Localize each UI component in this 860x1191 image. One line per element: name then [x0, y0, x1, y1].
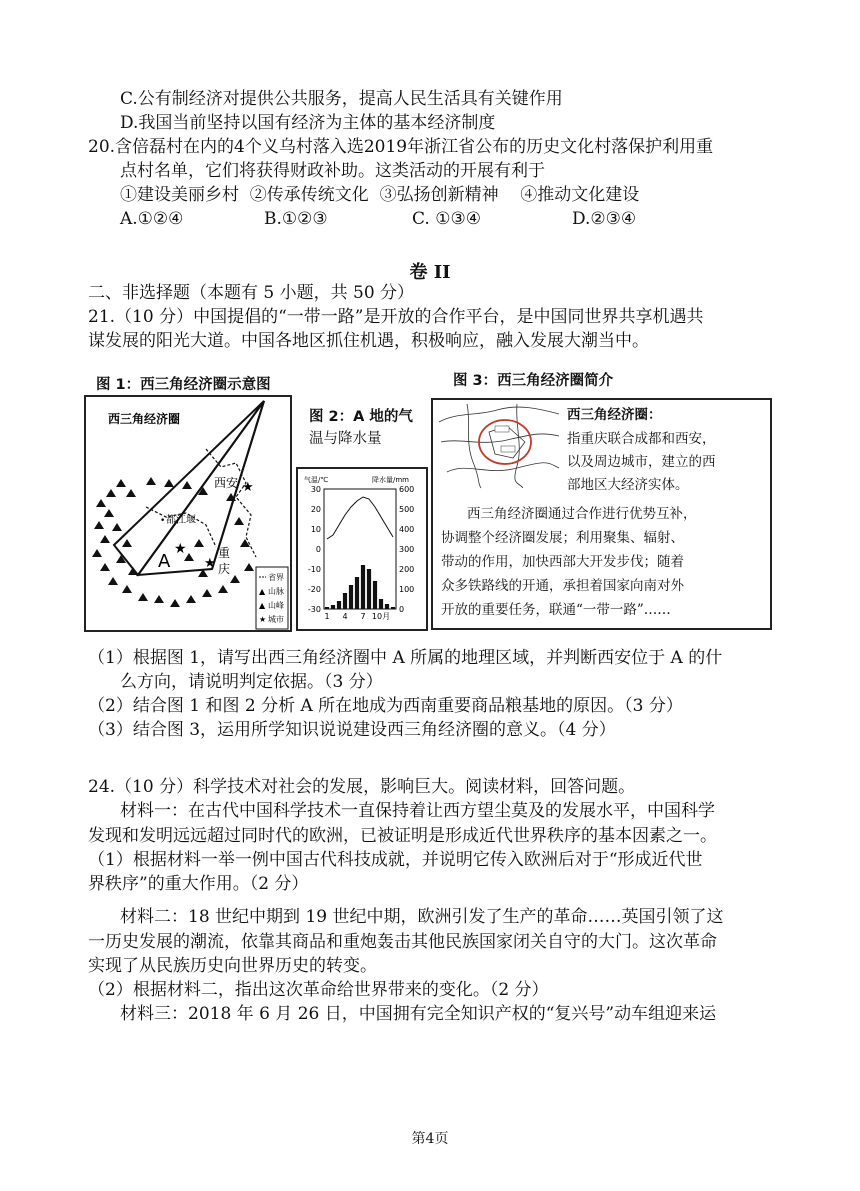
right-tick-label: 200 — [399, 565, 415, 574]
right-tick-label: 100 — [399, 585, 415, 594]
q19-option-d: D.我国当前坚持以国有经济为主体的基本经济制度 — [120, 113, 496, 133]
fig2-caption-line1: 图 2：A 地的气 — [309, 409, 413, 425]
fig1-caption: 图 1：西三角经济圈示意图 — [96, 377, 271, 393]
precipitation-bar — [385, 604, 389, 609]
dujiangyan-dot-icon: • — [160, 516, 166, 526]
q24-material1-line2: 发现和发明远远超过同时代的欧洲，已被证明是形成近代世界秩序的基本因素之一。 — [88, 826, 717, 846]
right-tick-label: 600 — [399, 485, 415, 494]
q21-sub1-line2: 么方向，请说明判定依据。（3 分） — [120, 672, 383, 692]
legend-peak-icon: ▲ — [259, 601, 266, 610]
fig3-line-2: 以及周边城市，建立的西 — [567, 454, 716, 470]
left-tick-label: -30 — [307, 605, 321, 614]
precipitation-bar — [379, 599, 383, 609]
legend-boundary: 省界 — [268, 573, 284, 582]
mini-map-label-box-2 — [501, 446, 515, 452]
q21-stem-line1: 21.（10 分）中国提倡的“一带一路”是开放的合作平台，是中国同世界共享机遇共 — [88, 307, 704, 327]
q21-sub2: （2）结合图 1 和图 2 分析 A 所在地成为西南重要商品粮基地的原因。（3 分） — [88, 696, 683, 716]
precipitation-bar — [349, 585, 353, 609]
right-tick-labels — [399, 485, 414, 614]
legend-mountain: 山脉 — [268, 587, 284, 596]
q24-material2-line3: 实现了从民族历史向世界历史的转变。 — [88, 956, 377, 976]
q21-sub1-line1: （1）根据图 1，请写出西三角经济圈中 A 所属的地理区域，并判断西安位于 A 的什 — [88, 648, 723, 668]
volume-title: 卷 II — [409, 262, 451, 283]
section-header: 二、非选择题（本题有 5 小题，共 50 分） — [88, 283, 415, 303]
ylabel-temperature: 气温/℃ — [304, 476, 329, 484]
fig1-map-svg — [86, 397, 290, 630]
left-tick-label: 10 — [310, 525, 321, 534]
precipitation-bar — [391, 607, 395, 609]
precipitation-bar — [367, 569, 371, 609]
plot-frame — [324, 489, 396, 609]
right-tick-label: 500 — [399, 505, 415, 514]
x-tick-label: 4 — [342, 612, 348, 621]
left-tick-label: -20 — [307, 585, 321, 594]
fig3-para2-line-2: 协调整个经济圈发展；利用聚集、辐射、 — [441, 530, 684, 546]
label-chongqing-2: 庆 — [218, 562, 231, 576]
right-tick-label: 0 — [399, 605, 405, 614]
fig3-heading: 西三角经济圈： — [567, 407, 662, 423]
fig2-caption — [309, 406, 413, 450]
label-dujiangyan: 都江堰 — [166, 515, 196, 526]
x-tick-labels — [324, 612, 390, 621]
q21-stem-line2: 谋发展的阳光大道。中国各地区抓住机遇，积极响应，融入发展大潮当中。 — [88, 331, 649, 351]
fig1-title: 西三角经济圈 — [108, 412, 181, 426]
temperature-curve — [327, 497, 393, 539]
x-tick-label: 10月 — [371, 612, 391, 621]
q24-material3-line1: 材料三：2018 年 6 月 26 日，中国拥有完全知识产权的“复兴号”动车组迎来运 — [120, 1004, 717, 1024]
precipitation-bar — [361, 565, 365, 609]
left-tick-labels — [308, 485, 321, 614]
left-tick-label: 30 — [310, 485, 321, 494]
chongqing-star-icon: ★ — [204, 556, 216, 571]
x-tick-label: 7 — [360, 612, 366, 621]
precipitation-bar — [355, 577, 359, 609]
a-star-icon: ★ — [174, 541, 187, 557]
q20-stem-line2: 点村名单，它们将获得财政补助。这类活动的开展有利于 — [120, 161, 545, 181]
fig3-para2-line-5: 开放的重要任务，联通“一带一路”…… — [441, 602, 671, 618]
legend-city: 城市 — [268, 615, 284, 624]
precipitation-bar — [331, 605, 335, 609]
q20-option-b: B.①②③ — [264, 209, 328, 229]
q20-option-c: C. ①③④ — [412, 209, 481, 229]
precipitation-bar — [337, 601, 341, 609]
left-tick-label: 20 — [310, 505, 321, 514]
q19-option-c: C.公有制经济对提供公共服务，提高人民生活具有关键作用 — [120, 89, 563, 109]
label-a: A — [158, 551, 171, 572]
q24-sub1-line2: 界秩序”的重大作用。（2 分） — [88, 874, 309, 894]
precipitation-bar — [373, 581, 377, 609]
precipitation-bars — [325, 565, 395, 609]
fig3-line-1: 指重庆联合成都和西安， — [567, 431, 716, 447]
climate-chart-svg — [298, 469, 426, 629]
page-number: 第4页 — [411, 1131, 449, 1147]
fig3-para2-line-4: 众多铁路线的开通，承担着国家向南对外 — [441, 578, 684, 594]
legend-city-icon: ★ — [259, 615, 267, 624]
fig3-para2-line-3: 带动的作用，加快西部大开发步伐；随着 — [441, 554, 684, 570]
fig2-climate-chart — [296, 467, 428, 631]
mini-map-road-2 — [441, 434, 559, 442]
left-tick-label: 0 — [315, 545, 321, 554]
fig3-mini-map — [437, 402, 561, 490]
q24-material1-line1: 材料一：在古代中国科学技术一直保持着让西方望尘莫及的发展水平，中国科学 — [120, 801, 715, 821]
right-tick-label: 400 — [399, 525, 415, 534]
q20-option-a: A.①②④ — [120, 209, 184, 229]
precipitation-bar — [343, 593, 347, 609]
q24-material2-line1: 材料二：18 世纪中期到 19 世纪中期，欧洲引发了生产的革命……英国引领了这 — [120, 907, 724, 927]
fig3-para2-line-1: 西三角经济圈通过合作进行优势互补， — [467, 506, 697, 522]
legend-peak: 山峰 — [268, 601, 284, 610]
right-tick-label: 300 — [399, 545, 415, 554]
q20-stem-line1: 20.含倍磊村在内的4个义乌村落入选2019年浙江省公布的历史文化村落保护利用重 — [88, 137, 714, 157]
left-tick-label: -10 — [307, 565, 321, 574]
fig2-caption-line2: 温与降水量 — [309, 431, 382, 447]
fig3-intro — [431, 398, 772, 630]
q24-sub1-line1: （1）根据材料一举一例中国古代科技成就，并说明它传入欧洲后对于“形成近代世 — [88, 850, 703, 870]
fig1-map — [84, 395, 292, 632]
label-chongqing-1: 重 — [218, 546, 231, 560]
q24-material2-line2: 一历史发展的潮流，依靠其商品和重炮轰击其他民族国家闭关自守的大门。这次革命 — [88, 932, 717, 952]
ylabel-precipitation: 降水量/mm — [372, 476, 409, 484]
x-tick-label: 1 — [324, 612, 330, 621]
legend-mountain-icon: ▲ — [259, 587, 266, 596]
xian-star-icon: ★ — [242, 480, 254, 495]
label-xian: 西安 — [214, 476, 239, 490]
q20-items: ①建设美丽乡村 ②传承传统文化 ③弘扬创新精神 ④推动文化建设 — [120, 185, 640, 205]
q24-sub2: （2）根据材料二，指出这次革命给世界带来的变化。（2 分） — [88, 980, 549, 1000]
precipitation-bar — [325, 607, 329, 609]
q21-sub3: （3）结合图 3，运用所学知识说说建设西三角经济圈的意义。（4 分） — [88, 720, 616, 740]
q20-option-d: D.②③④ — [572, 209, 637, 229]
fig3-line-3: 部地区大经济实体。 — [567, 477, 689, 493]
fig3-caption: 图 3：西三角经济圈简介 — [453, 373, 614, 389]
mini-map-label-box — [495, 426, 509, 432]
q24-stem: 24.（10 分）科学技术对社会的发展，影响巨大。阅读材料，回答问题。 — [88, 777, 636, 797]
province-boundary — [206, 449, 256, 557]
